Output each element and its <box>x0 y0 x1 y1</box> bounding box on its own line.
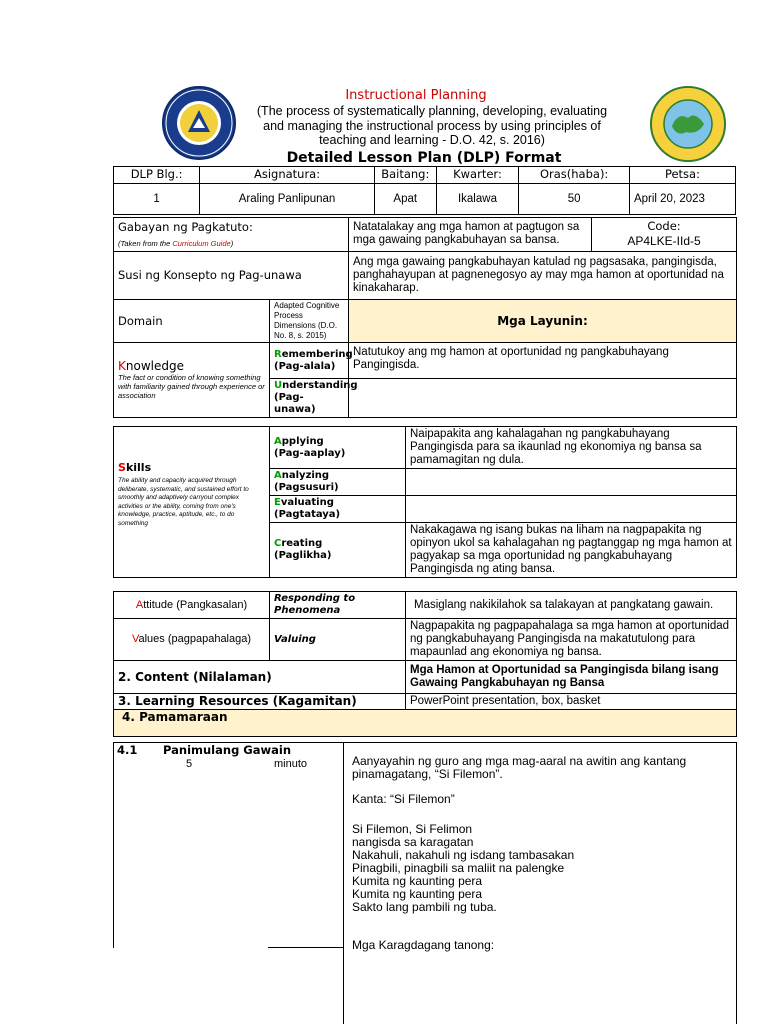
lyric-line: Nakahuli, nakahuli ng isdang tambasakan <box>352 848 575 862</box>
attitude-values-table <box>113 591 737 737</box>
code-label: Code: <box>647 219 681 233</box>
value-asignatura: Araling Panlipunan <box>200 184 375 215</box>
value-petsa: April 20, 2023 <box>629 184 735 215</box>
knowledge-initial: K <box>118 359 126 373</box>
panimula-left-line <box>113 742 114 948</box>
gabay-note <box>118 237 344 250</box>
attitude-objective: Masiglang nakikilahok sa talakayan at pangkatang gawain. <box>406 592 737 619</box>
understanding-sub: (Pag-unawa) <box>274 392 316 415</box>
creating-cell <box>270 523 406 578</box>
panimula-right-border <box>736 742 737 1024</box>
gabay-note-suffix: ) <box>230 239 234 248</box>
planning-desc-3: teaching and learning - D.O. 42, s. 2016) <box>319 133 545 147</box>
attitude-initial: A <box>135 598 144 611</box>
skills-label <box>118 461 265 474</box>
resources-label: 3. Learning Resources (Kagamitan) <box>114 694 406 710</box>
lyric-line: Kumita ng kaunting pera <box>352 874 483 888</box>
pamamaraan-header: 4. Pamamaraan <box>114 710 737 737</box>
creating-sub: (Paglikha) <box>274 550 332 561</box>
valuing-label: Valuing <box>270 619 406 661</box>
song-lyrics <box>352 823 728 914</box>
analyzing-label <box>274 470 401 482</box>
value-oras: 50 <box>519 184 630 215</box>
responding-label: Responding to Phenomena <box>270 592 406 619</box>
code-cell <box>592 218 737 252</box>
objectives-table <box>113 217 737 418</box>
karagdagang-tanong: Mga Karagdagang tanong: <box>352 938 495 952</box>
header-oras: Oras(haba): <box>519 167 630 184</box>
panimula-under-line <box>268 947 344 948</box>
evaluating-cell <box>270 496 406 523</box>
planning-desc-1: (The process of systematically planning, developing, evaluating <box>256 104 608 118</box>
gabay-text: Natatalakay ang mga hamon at pagtugon sa mga gawaing pangkabuhayan sa bansa. <box>349 218 592 252</box>
panimula-unit: minuto <box>274 758 308 770</box>
applying-objective: Naipapakita ang kahalagahan ng pangkabuhayang Pangingisda para sa ikaunlad ng ekonomiya ng bansa sa pamamagitan ng dula. <box>406 427 737 469</box>
applying-label <box>274 436 401 448</box>
lyric-line: Kumita ng kaunting pera <box>352 887 483 901</box>
understanding-rest: nderstanding <box>282 380 358 391</box>
creating-label <box>274 538 401 550</box>
value-kwarter: Ikalawa <box>436 184 519 215</box>
understanding-initial: U <box>274 380 283 391</box>
applying-cell <box>270 427 406 469</box>
header-petsa: Petsa: <box>629 167 735 184</box>
values-label <box>114 619 270 661</box>
skills-rest: kills <box>125 461 152 474</box>
panimula-intro: Aanyayahin ng guro ang mga mag-aaral na awitin ang kantang pinamagatang, “Si Filemon”. <box>352 754 687 781</box>
remembering-initial: R <box>274 348 282 360</box>
knowledge-rest: nowledge <box>125 359 184 373</box>
susi-text: Ang mga gawaing pangkabuhayan katulad ng pagsasaka, pangingisda, panghahayupan at pagnenegosyo ay may mga hamon at oportunidad na kinakaharap. <box>349 252 737 300</box>
values-rest: alues (pagpapahalaga) <box>138 633 252 645</box>
values-objective: Nagpapakita ng pagpapahalaga sa mga hamon at oportunidad ng pangkabuhayang Pangingisda na makatutulong para mapaunlad ang ekonomiya ng bansa. <box>406 619 737 661</box>
evaluating-label <box>274 497 401 509</box>
skills-table <box>113 426 737 578</box>
panimula-label: Panimulang Gawain <box>163 743 292 757</box>
knowledge-label <box>118 360 265 373</box>
creating-objective: Nakakagawa ng isang bukas na liham na nagpapakita ng opinyon ukol sa kahalagahan ng pagtanggap ng mga hamon at pagyakap sa mga oportunidad ng pangkabuhayang Pangingisda ng ating bansa. <box>406 523 737 578</box>
gabay-cell <box>114 218 349 252</box>
susi-label: Susi ng Konsepto ng Pag-unawa <box>114 252 349 300</box>
planning-desc-2: and managing the instructional process by using principles of <box>263 119 601 133</box>
remembering-cell <box>270 343 353 379</box>
value-dlp-blg: 1 <box>114 184 200 215</box>
planning-title: Instructional Planning <box>345 88 487 103</box>
resources-text: PowerPoint presentation, box, basket <box>406 694 737 710</box>
applying-initial: A <box>274 435 282 447</box>
gabay-note-prefix: (Taken from the <box>118 239 173 248</box>
remembering-rest: emembering <box>281 348 353 360</box>
evaluating-rest: valuating <box>280 497 334 508</box>
skills-desc: The ability and capacity acquired through deliberate, systematic, and sustained effort to smoothly and adaptively carryout complex activities or the ability, coming from one's knowledge, practice, aptitude, etc., to do something <box>118 477 249 527</box>
panimula-number: 4.1 <box>117 743 138 757</box>
analyzing-objective <box>406 469 737 496</box>
value-baitang: Apat <box>374 184 436 215</box>
analyzing-rest: nalyzing <box>281 470 330 481</box>
panimula-content <box>352 755 728 952</box>
lyric-line: Pinagbili, pinagbili sa maliit na palengke <box>352 861 565 875</box>
lyric-line: Sakto lang pambili ng tuba. <box>352 900 497 914</box>
applying-rest: pplying <box>281 435 324 447</box>
content-text: Mga Hamon at Oportunidad sa Pangingisda bilang isang Gawaing Pangkabuhayan ng Bansa <box>406 661 737 694</box>
understanding-objective <box>349 379 737 418</box>
attitude-label <box>114 592 270 619</box>
lyric-line: Si Filemon, Si Felimon <box>352 822 473 836</box>
analyzing-sub: (Pagsusuri) <box>274 482 339 493</box>
creating-rest: reating <box>281 538 323 549</box>
curriculum-guide-text: Curriculum Guide <box>172 239 231 248</box>
lyric-line: nangisda sa karagatan <box>352 835 474 849</box>
song-title: Kanta: “Si Filemon” <box>352 792 455 806</box>
header-kwarter: Kwarter: <box>436 167 519 184</box>
values-initial: V <box>131 633 139 645</box>
knowledge-cell <box>114 343 270 418</box>
header-asignatura: Asignatura: <box>200 167 375 184</box>
understanding-cell <box>270 379 358 418</box>
skills-initial: S <box>118 461 126 474</box>
gabay-label: Gabayan ng Pagkatuto: <box>118 220 253 234</box>
analyzing-initial: A <box>274 470 282 481</box>
remembering-objective: Natutukoy ang mg hamon at oportunidad ng pangkabuhayang Pangingisda. <box>349 343 737 379</box>
evaluating-objective <box>406 496 737 523</box>
knowledge-desc: The fact or condition of knowing something with familiarity gained through experience or association <box>118 373 265 400</box>
header-dlp-blg: DLP Blg.: <box>114 167 200 184</box>
evaluating-sub: (Pagtataya) <box>274 509 341 520</box>
mga-layunin-header: Mga Layunin: <box>349 300 737 343</box>
content-label: 2. Content (Nilalaman) <box>114 661 406 694</box>
panimula-minutes: 5 <box>186 758 193 770</box>
domain-label: Domain <box>114 300 270 343</box>
dlp-format-title: Detailed Lesson Plan (DLP) Format <box>286 150 562 166</box>
code-value: AP4LKE-IId-5 <box>627 234 701 248</box>
header-baitang: Baitang: <box>374 167 436 184</box>
understanding-label <box>274 380 358 392</box>
skills-cell <box>114 427 270 578</box>
adapted-cognitive-label: Adapted Cognitive Process Dimensions (D.O. No. 8, s. 2015) <box>270 300 349 343</box>
remembering-label <box>274 348 353 361</box>
panimula-divider <box>343 742 344 1024</box>
attitude-rest: ttitude (Pangkasalan) <box>143 598 248 611</box>
info-table <box>113 166 736 215</box>
creating-initial: C <box>274 538 282 549</box>
analyzing-cell <box>270 469 406 496</box>
evaluating-initial: E <box>274 497 281 508</box>
applying-sub: (Pag-aaplay) <box>274 447 346 459</box>
remembering-sub: (Pag-alala) <box>274 360 336 372</box>
